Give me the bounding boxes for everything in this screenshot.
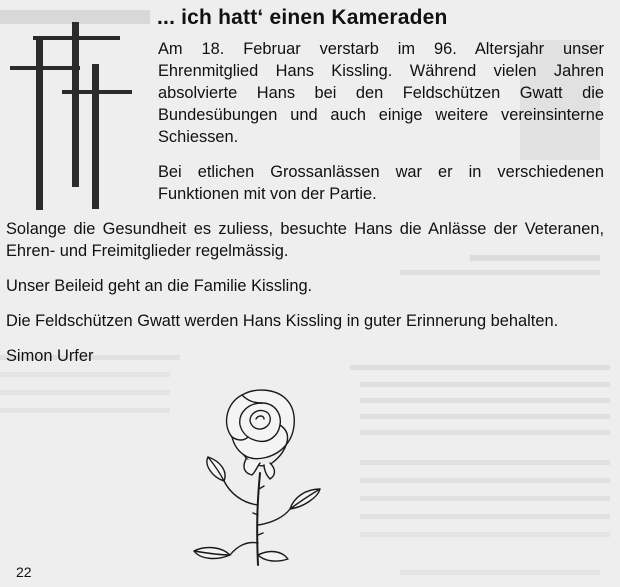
article-body	[6, 38, 604, 380]
paragraph: Die Feldschützen Gwatt werden Hans Kissling in guter Erinnerung behalten.	[6, 312, 559, 330]
page-number: 22	[16, 564, 32, 580]
article-title: ... ich hatt‘ einen Kameraden	[157, 6, 448, 29]
paragraph: Am 18. Februar verstarb im 96. Altersjahr unser Ehrenmitglied Hans Kissling. Während vielen Jahren absolvierte Hans bei den Feldschützen Gwatt die Bundesübungen und auch einige weitere vereinsinterne Schiessen.	[158, 40, 604, 146]
paragraph: Bei etlichen Grossanlässen war er in verschiedenen Funktionen mit von der Partie.	[158, 163, 604, 203]
paragraph: Unser Beileid geht an die Familie Kissling.	[6, 277, 313, 295]
paragraph: Solange die Gesundheit es zuliess, besuchte Hans die Anlässe der Veteranen, Ehren- und Freimitglieder regelmässig.	[6, 220, 604, 260]
signature: Simon Urfer	[6, 347, 94, 365]
rose-illustration	[172, 385, 342, 567]
